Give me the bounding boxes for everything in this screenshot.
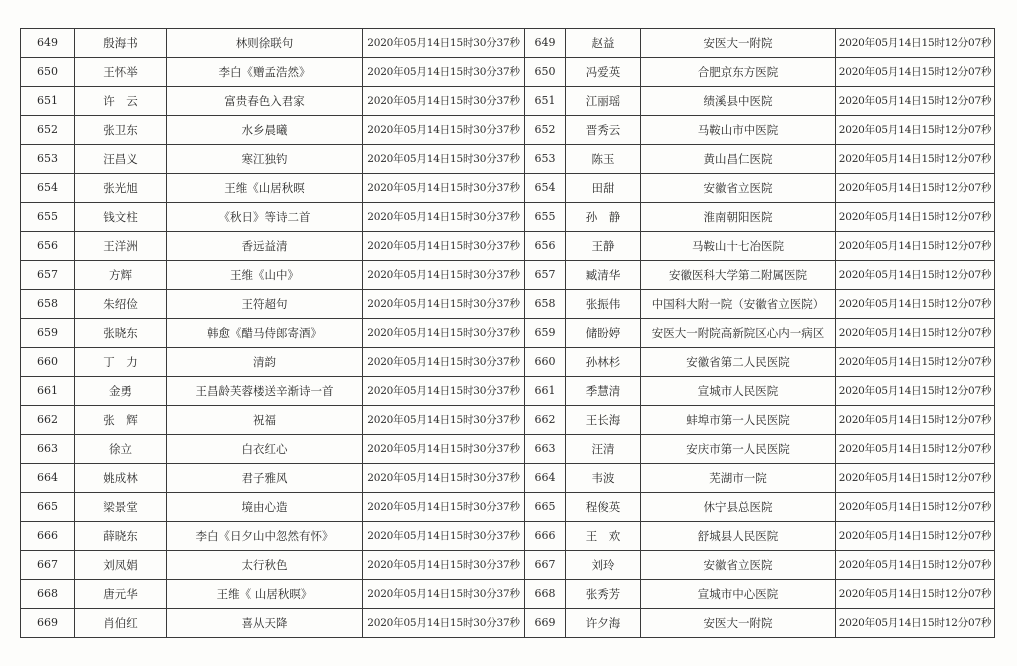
right-entry-number: 666 bbox=[525, 522, 566, 551]
left-entry-name: 肖伯红 bbox=[75, 609, 167, 638]
right-entry-name: 陈玉 bbox=[566, 145, 641, 174]
left-entry-number: 661 bbox=[21, 377, 75, 406]
left-entry-number: 664 bbox=[21, 464, 75, 493]
right-entry-name: 晋秀云 bbox=[566, 116, 641, 145]
right-entry-number: 660 bbox=[525, 348, 566, 377]
roster-table bbox=[20, 28, 995, 638]
roster-body bbox=[21, 29, 995, 638]
right-entry-unit: 马鞍山市中医院 bbox=[641, 116, 836, 145]
left-entry-time: 2020年05月14日15时30分37秒 bbox=[363, 348, 525, 377]
table-row bbox=[21, 522, 995, 551]
left-entry-work: 喜从天降 bbox=[167, 609, 363, 638]
right-entry-number: 652 bbox=[525, 116, 566, 145]
right-entry-unit: 芜湖市一院 bbox=[641, 464, 836, 493]
table-row bbox=[21, 29, 995, 58]
left-entry-time: 2020年05月14日15时30分37秒 bbox=[363, 580, 525, 609]
right-entry-number: 654 bbox=[525, 174, 566, 203]
right-entry-time: 2020年05月14日15时12分07秒 bbox=[836, 406, 995, 435]
right-entry-unit: 淮南朝阳医院 bbox=[641, 203, 836, 232]
left-entry-time: 2020年05月14日15时30分37秒 bbox=[363, 522, 525, 551]
right-entry-time: 2020年05月14日15时12分07秒 bbox=[836, 145, 995, 174]
right-entry-name: 王静 bbox=[566, 232, 641, 261]
right-entry-name: 田甜 bbox=[566, 174, 641, 203]
right-entry-number: 664 bbox=[525, 464, 566, 493]
right-entry-number: 651 bbox=[525, 87, 566, 116]
right-entry-time: 2020年05月14日15时12分07秒 bbox=[836, 348, 995, 377]
right-entry-name: 储盼婷 bbox=[566, 319, 641, 348]
right-entry-number: 653 bbox=[525, 145, 566, 174]
right-entry-unit: 安徽省立医院 bbox=[641, 174, 836, 203]
left-entry-time: 2020年05月14日15时30分37秒 bbox=[363, 435, 525, 464]
right-entry-time: 2020年05月14日15时12分07秒 bbox=[836, 377, 995, 406]
left-entry-name: 张晓东 bbox=[75, 319, 167, 348]
left-entry-time: 2020年05月14日15时30分37秒 bbox=[363, 145, 525, 174]
left-entry-number: 669 bbox=[21, 609, 75, 638]
left-entry-work: 富贵春色入君家 bbox=[167, 87, 363, 116]
right-entry-number: 657 bbox=[525, 261, 566, 290]
table-row bbox=[21, 377, 995, 406]
left-entry-number: 653 bbox=[21, 145, 75, 174]
left-entry-work: 王符超句 bbox=[167, 290, 363, 319]
right-entry-time: 2020年05月14日15时12分07秒 bbox=[836, 290, 995, 319]
right-entry-unit: 蚌埠市第一人民医院 bbox=[641, 406, 836, 435]
right-entry-unit: 舒城县人民医院 bbox=[641, 522, 836, 551]
right-entry-number: 669 bbox=[525, 609, 566, 638]
right-entry-number: 663 bbox=[525, 435, 566, 464]
left-entry-name: 唐元华 bbox=[75, 580, 167, 609]
left-entry-name: 刘凤娟 bbox=[75, 551, 167, 580]
right-entry-time: 2020年05月14日15时12分07秒 bbox=[836, 87, 995, 116]
right-entry-time: 2020年05月14日15时12分07秒 bbox=[836, 174, 995, 203]
right-entry-time: 2020年05月14日15时12分07秒 bbox=[836, 609, 995, 638]
left-entry-time: 2020年05月14日15时30分37秒 bbox=[363, 29, 525, 58]
right-entry-name: 许夕海 bbox=[566, 609, 641, 638]
left-entry-name: 钱文柱 bbox=[75, 203, 167, 232]
left-entry-number: 660 bbox=[21, 348, 75, 377]
right-entry-time: 2020年05月14日15时12分07秒 bbox=[836, 261, 995, 290]
left-entry-number: 658 bbox=[21, 290, 75, 319]
left-entry-number: 665 bbox=[21, 493, 75, 522]
table-row bbox=[21, 203, 995, 232]
left-entry-name: 丁 力 bbox=[75, 348, 167, 377]
left-entry-number: 654 bbox=[21, 174, 75, 203]
right-entry-number: 665 bbox=[525, 493, 566, 522]
left-entry-work: 李白《赠孟浩然》 bbox=[167, 58, 363, 87]
table-row bbox=[21, 493, 995, 522]
right-entry-time: 2020年05月14日15时12分07秒 bbox=[836, 319, 995, 348]
table-row bbox=[21, 319, 995, 348]
left-entry-name: 徐立 bbox=[75, 435, 167, 464]
left-entry-number: 650 bbox=[21, 58, 75, 87]
right-entry-name: 冯爱英 bbox=[566, 58, 641, 87]
left-entry-name: 汪昌义 bbox=[75, 145, 167, 174]
left-entry-number: 657 bbox=[21, 261, 75, 290]
left-entry-number: 662 bbox=[21, 406, 75, 435]
table-row bbox=[21, 116, 995, 145]
left-entry-work: 君子雅风 bbox=[167, 464, 363, 493]
document-sheet bbox=[20, 28, 994, 638]
left-entry-number: 649 bbox=[21, 29, 75, 58]
left-entry-time: 2020年05月14日15时30分37秒 bbox=[363, 87, 525, 116]
left-entry-time: 2020年05月14日15时30分37秒 bbox=[363, 290, 525, 319]
right-entry-name: 江丽瑶 bbox=[566, 87, 641, 116]
left-entry-name: 王怀举 bbox=[75, 58, 167, 87]
left-entry-time: 2020年05月14日15时30分37秒 bbox=[363, 261, 525, 290]
table-row bbox=[21, 145, 995, 174]
right-entry-time: 2020年05月14日15时12分07秒 bbox=[836, 58, 995, 87]
left-entry-work: 王维《 山居秋暝》 bbox=[167, 580, 363, 609]
right-entry-name: 王长海 bbox=[566, 406, 641, 435]
left-entry-time: 2020年05月14日15时30分37秒 bbox=[363, 551, 525, 580]
right-entry-name: 赵益 bbox=[566, 29, 641, 58]
left-entry-number: 668 bbox=[21, 580, 75, 609]
table-row bbox=[21, 174, 995, 203]
right-entry-unit: 安庆市第一人民医院 bbox=[641, 435, 836, 464]
left-entry-time: 2020年05月14日15时30分37秒 bbox=[363, 609, 525, 638]
table-row bbox=[21, 435, 995, 464]
left-entry-work: 王维《山中》 bbox=[167, 261, 363, 290]
table-row bbox=[21, 580, 995, 609]
right-entry-name: 韦波 bbox=[566, 464, 641, 493]
left-entry-number: 663 bbox=[21, 435, 75, 464]
left-entry-work: 白衣红心 bbox=[167, 435, 363, 464]
left-entry-name: 殷海书 bbox=[75, 29, 167, 58]
left-entry-time: 2020年05月14日15时30分37秒 bbox=[363, 319, 525, 348]
table-row bbox=[21, 87, 995, 116]
left-entry-name: 许 云 bbox=[75, 87, 167, 116]
right-entry-unit: 马鞍山十七冶医院 bbox=[641, 232, 836, 261]
right-entry-time: 2020年05月14日15时12分07秒 bbox=[836, 522, 995, 551]
right-entry-number: 655 bbox=[525, 203, 566, 232]
table-row bbox=[21, 348, 995, 377]
left-entry-name: 朱绍俭 bbox=[75, 290, 167, 319]
right-entry-name: 张秀芳 bbox=[566, 580, 641, 609]
table-row bbox=[21, 232, 995, 261]
table-row bbox=[21, 551, 995, 580]
left-entry-time: 2020年05月14日15时30分37秒 bbox=[363, 58, 525, 87]
left-entry-work: 王维《山居秋暝 bbox=[167, 174, 363, 203]
right-entry-unit: 安医大一附院 bbox=[641, 29, 836, 58]
right-entry-time: 2020年05月14日15时12分07秒 bbox=[836, 435, 995, 464]
right-entry-unit: 宣城市中心医院 bbox=[641, 580, 836, 609]
right-entry-time: 2020年05月14日15时12分07秒 bbox=[836, 580, 995, 609]
table-row bbox=[21, 464, 995, 493]
right-entry-time: 2020年05月14日15时12分07秒 bbox=[836, 232, 995, 261]
right-entry-number: 658 bbox=[525, 290, 566, 319]
left-entry-name: 方辉 bbox=[75, 261, 167, 290]
right-entry-name: 季慧清 bbox=[566, 377, 641, 406]
table-row bbox=[21, 406, 995, 435]
left-entry-number: 651 bbox=[21, 87, 75, 116]
right-entry-time: 2020年05月14日15时12分07秒 bbox=[836, 551, 995, 580]
right-entry-name: 臧清华 bbox=[566, 261, 641, 290]
right-entry-unit: 休宁县总医院 bbox=[641, 493, 836, 522]
right-entry-time: 2020年05月14日15时12分07秒 bbox=[836, 116, 995, 145]
right-entry-number: 662 bbox=[525, 406, 566, 435]
left-entry-number: 659 bbox=[21, 319, 75, 348]
table-row bbox=[21, 290, 995, 319]
table-row bbox=[21, 609, 995, 638]
right-entry-unit: 安医大一附院高新院区心内一病区 bbox=[641, 319, 836, 348]
left-entry-time: 2020年05月14日15时30分37秒 bbox=[363, 493, 525, 522]
left-entry-work: 太行秋色 bbox=[167, 551, 363, 580]
table-row bbox=[21, 58, 995, 87]
right-entry-number: 661 bbox=[525, 377, 566, 406]
left-entry-time: 2020年05月14日15时30分37秒 bbox=[363, 464, 525, 493]
right-entry-time: 2020年05月14日15时12分07秒 bbox=[836, 29, 995, 58]
left-entry-work: 韩愈《醋马侍郎寄酒》 bbox=[167, 319, 363, 348]
left-entry-work: 祝福 bbox=[167, 406, 363, 435]
right-entry-unit: 绩溪县中医院 bbox=[641, 87, 836, 116]
left-entry-work: 林则徐联句 bbox=[167, 29, 363, 58]
left-entry-number: 667 bbox=[21, 551, 75, 580]
left-entry-number: 666 bbox=[21, 522, 75, 551]
right-entry-name: 孙林杉 bbox=[566, 348, 641, 377]
right-entry-time: 2020年05月14日15时12分07秒 bbox=[836, 493, 995, 522]
left-entry-name: 姚成林 bbox=[75, 464, 167, 493]
right-entry-time: 2020年05月14日15时12分07秒 bbox=[836, 203, 995, 232]
left-entry-name: 张 辉 bbox=[75, 406, 167, 435]
right-entry-name: 张振伟 bbox=[566, 290, 641, 319]
right-entry-name: 汪清 bbox=[566, 435, 641, 464]
right-entry-number: 650 bbox=[525, 58, 566, 87]
right-entry-number: 649 bbox=[525, 29, 566, 58]
right-entry-unit: 安医大一附院 bbox=[641, 609, 836, 638]
right-entry-name: 王 欢 bbox=[566, 522, 641, 551]
left-entry-work: 境由心造 bbox=[167, 493, 363, 522]
right-entry-unit: 安徽省第二人民医院 bbox=[641, 348, 836, 377]
right-entry-unit: 安徽省立医院 bbox=[641, 551, 836, 580]
right-entry-unit: 合肥京东方医院 bbox=[641, 58, 836, 87]
left-entry-work: 清韵 bbox=[167, 348, 363, 377]
left-entry-work: 香远益清 bbox=[167, 232, 363, 261]
left-entry-number: 655 bbox=[21, 203, 75, 232]
left-entry-time: 2020年05月14日15时30分37秒 bbox=[363, 232, 525, 261]
right-entry-unit: 安徽医科大学第二附属医院 bbox=[641, 261, 836, 290]
right-entry-time: 2020年05月14日15时12分07秒 bbox=[836, 464, 995, 493]
left-entry-name: 梁景堂 bbox=[75, 493, 167, 522]
left-entry-time: 2020年05月14日15时30分37秒 bbox=[363, 116, 525, 145]
left-entry-work: 王昌龄芙蓉楼送辛渐诗一首 bbox=[167, 377, 363, 406]
left-entry-work: 寒江独钓 bbox=[167, 145, 363, 174]
left-entry-number: 652 bbox=[21, 116, 75, 145]
right-entry-unit: 黄山昌仁医院 bbox=[641, 145, 836, 174]
right-entry-number: 667 bbox=[525, 551, 566, 580]
left-entry-time: 2020年05月14日15时30分37秒 bbox=[363, 406, 525, 435]
left-entry-work: 李白《日夕山中忽然有怀》 bbox=[167, 522, 363, 551]
table-row bbox=[21, 261, 995, 290]
right-entry-unit: 中国科大附一院（安徽省立医院） bbox=[641, 290, 836, 319]
right-entry-name: 程俊英 bbox=[566, 493, 641, 522]
right-entry-name: 刘玲 bbox=[566, 551, 641, 580]
left-entry-name: 王洋洲 bbox=[75, 232, 167, 261]
left-entry-name: 薛晓东 bbox=[75, 522, 167, 551]
right-entry-number: 668 bbox=[525, 580, 566, 609]
left-entry-number: 656 bbox=[21, 232, 75, 261]
left-entry-name: 张卫东 bbox=[75, 116, 167, 145]
left-entry-time: 2020年05月14日15时30分37秒 bbox=[363, 377, 525, 406]
right-entry-number: 656 bbox=[525, 232, 566, 261]
right-entry-number: 659 bbox=[525, 319, 566, 348]
right-entry-name: 孙 静 bbox=[566, 203, 641, 232]
left-entry-name: 金勇 bbox=[75, 377, 167, 406]
left-entry-time: 2020年05月14日15时30分37秒 bbox=[363, 203, 525, 232]
left-entry-work: 《秋日》等诗二首 bbox=[167, 203, 363, 232]
left-entry-time: 2020年05月14日15时30分37秒 bbox=[363, 174, 525, 203]
left-entry-name: 张光旭 bbox=[75, 174, 167, 203]
right-entry-unit: 宣城市人民医院 bbox=[641, 377, 836, 406]
left-entry-work: 水乡晨曦 bbox=[167, 116, 363, 145]
